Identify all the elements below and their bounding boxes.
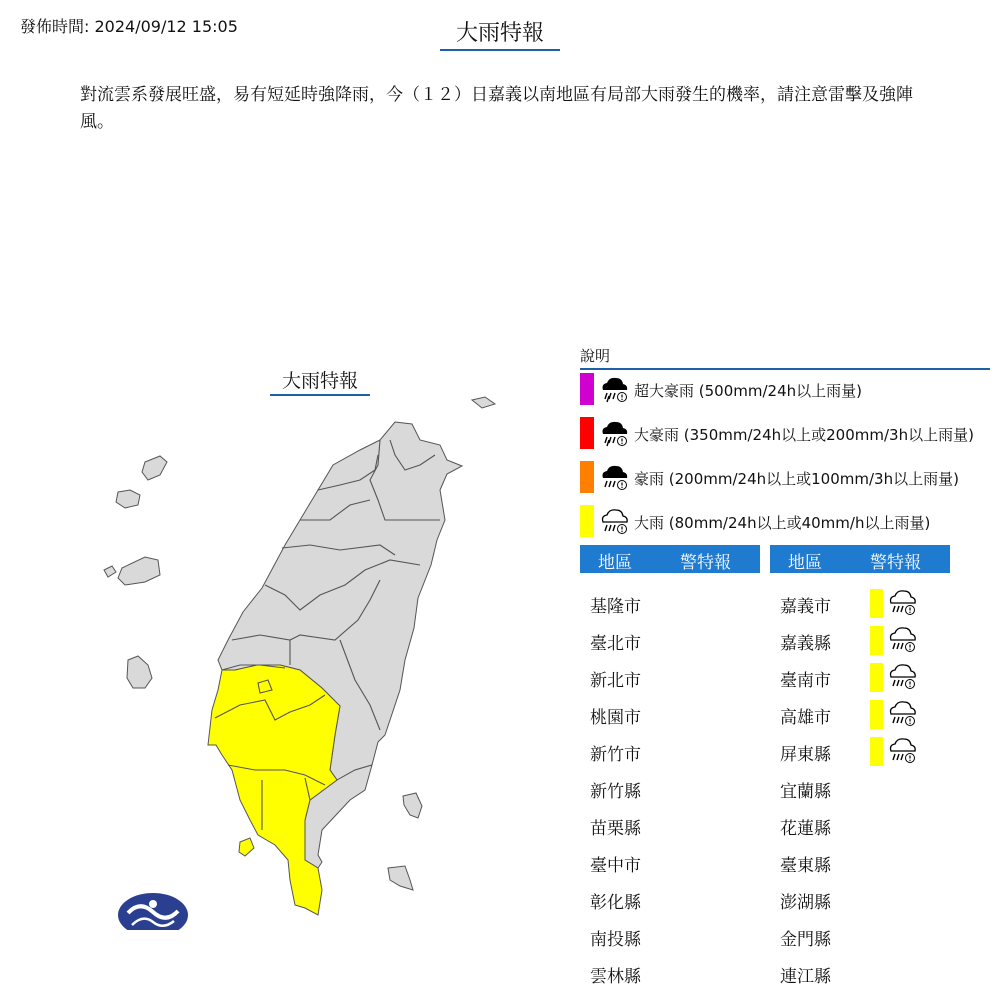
legend-label: 大豪雨 (350mm/24h以上或200mm/3h以上雨量) [634, 426, 974, 444]
legend-label: 大雨 (80mm/24h以上或40mm/h以上雨量) [634, 514, 931, 532]
map-island-small-3 [118, 557, 160, 585]
region-name: 宜蘭縣 [780, 782, 831, 802]
legend-title: 說明 [580, 345, 990, 370]
legend-item-heavy [580, 505, 1000, 537]
region-name: 金門縣 [780, 930, 831, 950]
map-island-liuqiu [239, 838, 254, 856]
map-island-green [403, 793, 422, 818]
map-island-small-2 [104, 566, 116, 577]
region-name: 臺南市 [780, 671, 831, 691]
page-title: 大雨特報 [440, 16, 560, 51]
legend-swatch [580, 373, 594, 405]
heavy-rain-icon [886, 735, 918, 767]
torrential-rain-icon [598, 462, 630, 494]
legend-swatch [580, 505, 594, 537]
legend-label: 超大豪雨 (500mm/24h以上雨量) [634, 382, 862, 400]
region-name: 連江縣 [780, 967, 831, 987]
map-title: 大雨特報 [270, 366, 370, 396]
map-island-penghu [127, 656, 152, 688]
header-region: 地區 [788, 553, 822, 573]
map-island-matsu-1 [472, 397, 495, 408]
legend-item-torrential [580, 461, 1000, 493]
table-header-left [580, 545, 760, 573]
region-name: 基隆市 [590, 597, 641, 617]
map-island-small-1 [116, 490, 140, 508]
region-name: 花蓮縣 [780, 819, 831, 839]
warning-swatch [870, 589, 883, 618]
region-name: 臺北市 [590, 634, 641, 654]
heavy-rain-icon [886, 661, 918, 693]
legend-label: 豪雨 (200mm/24h以上或100mm/3h以上雨量) [634, 470, 959, 488]
header-warning: 警特報 [680, 553, 731, 573]
warning-description: 對流雲系發展旺盛，易有短延時強降雨，今（１２）日嘉義以南地區有局部大雨發生的機率，請注意雷擊及強陣風。 [80, 85, 913, 132]
cwa-logo-icon [118, 893, 188, 930]
very-torrential-rain-icon [598, 418, 630, 450]
region-name: 臺東縣 [780, 856, 831, 876]
heavy-rain-icon [886, 624, 918, 656]
map-region-warned [208, 665, 340, 915]
legend-item-extreme [580, 373, 1000, 405]
warning-swatch [870, 626, 883, 655]
legend-swatch [580, 417, 594, 449]
legend-item-very-torrential [580, 417, 1000, 449]
header-region: 地區 [598, 553, 632, 573]
region-name: 新竹市 [590, 745, 641, 765]
region-name: 雲林縣 [590, 967, 641, 987]
heavy-rain-icon [886, 587, 918, 619]
region-name: 臺中市 [590, 856, 641, 876]
region-name: 嘉義市 [780, 597, 831, 617]
taiwan-map [95, 385, 515, 930]
region-name: 高雄市 [780, 708, 831, 728]
warning-swatch [870, 663, 883, 692]
region-name: 新北市 [590, 671, 641, 691]
heavy-rain-icon [598, 506, 630, 538]
extreme-torrential-rain-icon [598, 374, 630, 406]
map-island-orchid [388, 866, 413, 890]
heavy-rain-icon [886, 698, 918, 730]
table-header-right [770, 545, 950, 573]
map-island-kinmen [142, 456, 167, 480]
header-warning: 警特報 [870, 553, 921, 573]
region-name: 桃園市 [590, 708, 641, 728]
region-name: 屏東縣 [780, 745, 831, 765]
warning-swatch [870, 737, 883, 766]
region-name: 澎湖縣 [780, 893, 831, 913]
issue-time: 發佈時間: 2024/09/12 15:05 [20, 17, 238, 36]
region-name: 嘉義縣 [780, 634, 831, 654]
warning-swatch [870, 700, 883, 729]
region-name: 彰化縣 [590, 893, 641, 913]
region-name: 南投縣 [590, 930, 641, 950]
region-name: 新竹縣 [590, 782, 641, 802]
region-name: 苗栗縣 [590, 819, 641, 839]
legend-swatch [580, 461, 594, 493]
